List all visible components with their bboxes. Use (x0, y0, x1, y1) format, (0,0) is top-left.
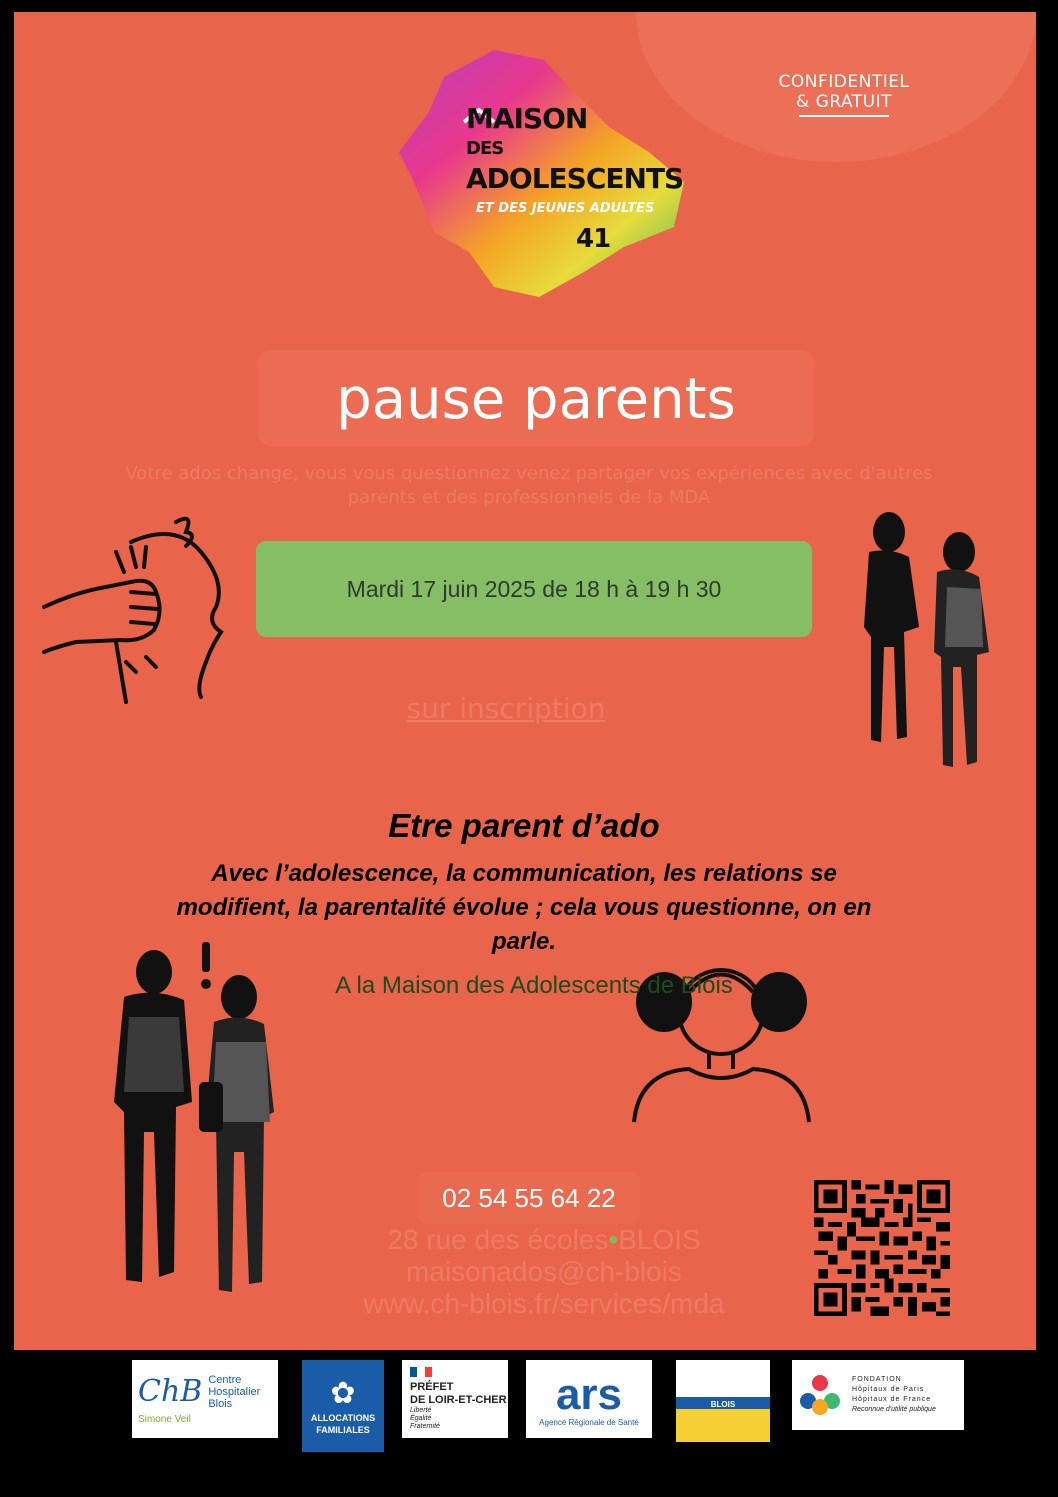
prefet-line-2: DE LOIR-ET-CHER (410, 1394, 507, 1406)
prefet-motto-3: Fraternité (410, 1423, 440, 1430)
event-date: Mardi 17 juin 2025 de 18 h à 19 h 30 (346, 575, 722, 602)
address-line: 28 rue des écoles•BLOIS (387, 1224, 701, 1255)
partner-caf (302, 1360, 384, 1452)
date-box (256, 541, 812, 637)
ars-name: ars (555, 1369, 623, 1419)
caf-logo-icon: ✿ (330, 1377, 356, 1410)
intro-text: Votre ados change, vous vous questionnez venez partager vos expériences avec d'autres parents et des professionnels de la MDA (125, 463, 933, 508)
section-body: Avec l’adolescence, la communication, les relations se modifient, la parentalité évolue ; cela vous questionne, on en parle. (176, 860, 872, 955)
event-location: A la Maison des Adolescents de Blois (335, 972, 733, 999)
fondation-line-3: Hôpitaux de France (852, 1396, 932, 1403)
walking-teens-illustration-icon (849, 507, 1009, 782)
poster (14, 12, 1036, 1350)
partner-ars (526, 1360, 652, 1438)
french-flag-icon (410, 1367, 432, 1377)
prefet-line-1: PRÉFET (410, 1381, 454, 1393)
fondation-line-4: Reconnue d'utilité publique (852, 1406, 936, 1413)
logo-line-4: ET DES JEUNES ADULTES (476, 201, 655, 216)
logo-line-1: MAISON (466, 102, 588, 135)
fondation-line-1: FONDATION (852, 1376, 902, 1383)
address-street: 28 rue des écoles (387, 1224, 609, 1255)
badge-underline (799, 115, 889, 117)
fondation-line-2: Hôpitaux de Paris (852, 1386, 925, 1393)
phone-number[interactable]: 02 54 55 64 22 (442, 1182, 616, 1213)
mda-logo-text (466, 104, 683, 254)
logo-line-2: DES (466, 138, 504, 159)
prefet-motto-1: Liberté (410, 1407, 432, 1414)
ch-sub: Simone Veil (138, 1413, 191, 1425)
confidential-badge (744, 72, 944, 117)
badge-line-2: & GRATUIT (796, 92, 892, 112)
partner-logos (0, 1350, 1058, 1497)
caf-line-2: FAMILIALES (316, 1425, 370, 1435)
ch-line-2: Hospitalier (208, 1385, 261, 1398)
partner-ch-blois (132, 1360, 278, 1438)
badge-line-1: CONFIDENTIEL (778, 72, 910, 92)
logo-line-3: ADOLESCENTS (466, 162, 684, 195)
partner-prefet (402, 1360, 508, 1438)
ars-sub: Agence Régionale de Santé (539, 1417, 639, 1427)
registration-link[interactable]: sur inscription (406, 692, 606, 725)
website[interactable]: www.ch-blois.fr/services/mda (363, 1288, 725, 1319)
ch-line-1: Centre (208, 1373, 242, 1386)
event-title: pause parents (336, 367, 736, 432)
partner-blois (676, 1360, 770, 1442)
fist-illustration-icon (36, 512, 236, 712)
blois-label: BLOIS (710, 1399, 736, 1409)
address-city: BLOIS (618, 1224, 701, 1255)
ch-line-3: Blois (208, 1397, 233, 1410)
fondation-logo-icon (798, 1373, 842, 1417)
logo-line-5: 41 (576, 224, 611, 254)
partner-fondation (792, 1360, 964, 1430)
email[interactable]: maisonados@ch-blois (406, 1256, 682, 1287)
caf-line-1: ALLOCATIONS (310, 1413, 376, 1423)
phone-box (418, 1172, 640, 1224)
ch-logo-icon: ChB (138, 1374, 203, 1409)
qr-code-icon[interactable] (814, 1180, 950, 1316)
prefet-motto-2: Égalité (410, 1415, 432, 1422)
section-heading: Etre parent d’ado (388, 807, 660, 844)
